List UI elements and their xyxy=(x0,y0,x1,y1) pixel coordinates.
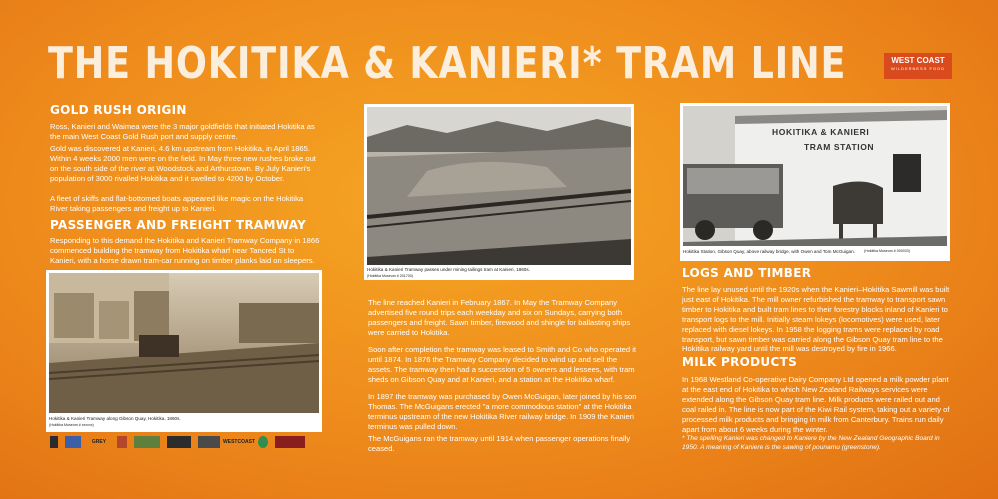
gold-rush-paragraph-1: Ross, Kanieri and Waimea were the 3 major goldfields that initiated Hokitika as the main West Coast Gold Rush port and supply centre. xyxy=(50,122,315,141)
west-coast-logo xyxy=(884,53,952,79)
sponsor-logo-6 xyxy=(167,436,191,448)
heading-logs-timber: LOGS AND TIMBER xyxy=(682,266,812,280)
heading-gold-rush: GOLD RUSH ORIGIN xyxy=(50,103,187,117)
spelling-footnote: * The spelling Kanieri was changed to Kaniere by the New Zealand Geographic Board in 1950. A meaning of Kaniere is the sawing of pounamu (greenstone). xyxy=(682,435,940,451)
gold-rush-paragraph-3: A fleet of skiffs and flat-bottomed boats appeared like magic on the Hokitika River taking passengers and freight up to Kanieri. xyxy=(50,194,304,213)
sponsor-logo-westcoast: WESTCOAST xyxy=(223,439,255,445)
sponsor-logo-5 xyxy=(134,436,160,448)
logo-tagline: WILDERNESS FOOD xyxy=(890,66,946,71)
milk-paragraph-1: In 1968 Westland Co-operative Dairy Company Ltd opened a milk powder plant at the east end of Hokitika to which New Zealand Railways services were extended along the Gibson Quay tram line. Milk products were railed out and coal railed in. The line is now part of the Kiwi Rail system, taking out a variety of processed milk products and bringing in milk from Canterbury. Trains run daily apart from about 6 weeks during the winter. xyxy=(682,375,950,434)
logo-name: WEST COAST xyxy=(891,56,945,65)
photo-tram-station xyxy=(680,103,950,261)
middle-paragraph-1: The line reached Kanieri in February 1867. In May the Tramway Company advertised five round trips each weekday and six on Sundays, carrying both passengers and freight. Sawn timber, firewood and shingle for ballasting ships were carried to Hokitika. xyxy=(368,298,631,337)
sponsor-logo-7 xyxy=(198,436,220,448)
sponsor-logo-1 xyxy=(50,436,58,448)
passenger-paragraph-1: Responding to this demand the Hokitika and Kanieri Tramway Company in 1866 commenced building the tramway from Hokitika wharf near Tancred St to Kanieri, with a horse drawn tram-car running on timber planks laid on sleepers. xyxy=(50,236,320,265)
sponsor-logos xyxy=(50,436,305,448)
photo-gibson-quay-credit: (Hokitika Museum # xxxxxx) xyxy=(49,423,94,427)
photo-mining-tailings-caption: Hokitika & Kanieri Tramway passes under mining tailings tram at Kanieri, 1860s. xyxy=(367,267,530,272)
middle-paragraph-2: Soon after completion the tramway was leased to Smith and Co who operated it until 1874. In 1876 the Tramway Company decided to wind up and sell the assets. The tramway then had a succession of 5 owners and lessees, with tram sheds on Gibson Quay and at Kanieri, and a station at the Hokitika wharf. xyxy=(368,345,637,384)
heading-passenger-freight: PASSENGER AND FREIGHT TRAMWAY xyxy=(50,218,307,232)
photo-tram-station-credit: (Hokitika Museum # 000033) xyxy=(864,249,910,253)
sponsor-logo-grey: GREY xyxy=(91,439,107,445)
gold-rush-paragraph-2: Gold was discovered at Kanieri, 4.6 km upstream from Hokitika, in April 1865. Within 4 weeks 2000 men were on the field. In May three new rushes broke out on the south side of the river at Woodstock and Arthurstown. By July Kanieri's population of 3000 rivalled Hokitika and it swelled to 4200 by October. xyxy=(50,144,316,183)
middle-paragraph-3: In 1897 the tramway was purchased by Owen McGuigan, later joined by his son Thomas. The McGuigans erected "a more commodious station" at the Hokitika terminus upstream of the new Hokitika River railway bridge. In 1909 the Kanieri terminus was pulled down. xyxy=(368,392,637,431)
logs-paragraph-1: The line lay unused until the 1920s when the Kanieri–Hokitika Sawmill was built just east of Hokitika. The mill owner refurbished the tramway to transport sawn timber to Hokitika and built tram lines to their forestry blocks inland of Kanieri to transport logs to the mill. Initially steam lokeys (locomotives) were used, later replaced with diesel lokeys. In 1958 the logging trams were replaced by road transport, but sawn timber was carried along the Gibson Quay tram line to the Hokitika railway yard until the mill was destroyed by fire in 1966. xyxy=(682,285,950,354)
sponsor-logo-9 xyxy=(258,436,268,448)
photo-mining-tailings xyxy=(364,104,634,280)
photo-mining-tailings-credit: (Hokitika Museum # 201700) xyxy=(367,274,413,278)
sponsor-logo-4 xyxy=(117,436,127,448)
photo-tram-station-caption: Hokitika Station, Gibson Quay, above railway bridge, with Owen and Tom McGuigan. xyxy=(683,249,855,254)
heading-milk-products: MILK PRODUCTS xyxy=(682,355,798,369)
photo-gibson-quay-caption: Hokitika & Kanieri Tramway along Gibson Quay, Hokitika, 1860s. xyxy=(49,416,181,421)
page-title: THE HOKITIKA & KANIERI* TRAM LINE xyxy=(48,38,847,89)
middle-paragraph-4: The McGuigans ran the tramway until 1914 when passenger operations finally ceased. xyxy=(368,434,631,453)
photo-gibson-quay-image xyxy=(49,273,319,413)
photo-gibson-quay xyxy=(46,270,322,432)
photo-mining-tailings-image xyxy=(367,107,631,265)
tram-station-sign-line1: HOKITIKA & KANIERI xyxy=(772,127,870,137)
tram-station-sign-line2: TRAM STATION xyxy=(804,142,875,152)
sponsor-logo-2 xyxy=(65,436,81,448)
sponsor-logo-10 xyxy=(275,436,305,448)
